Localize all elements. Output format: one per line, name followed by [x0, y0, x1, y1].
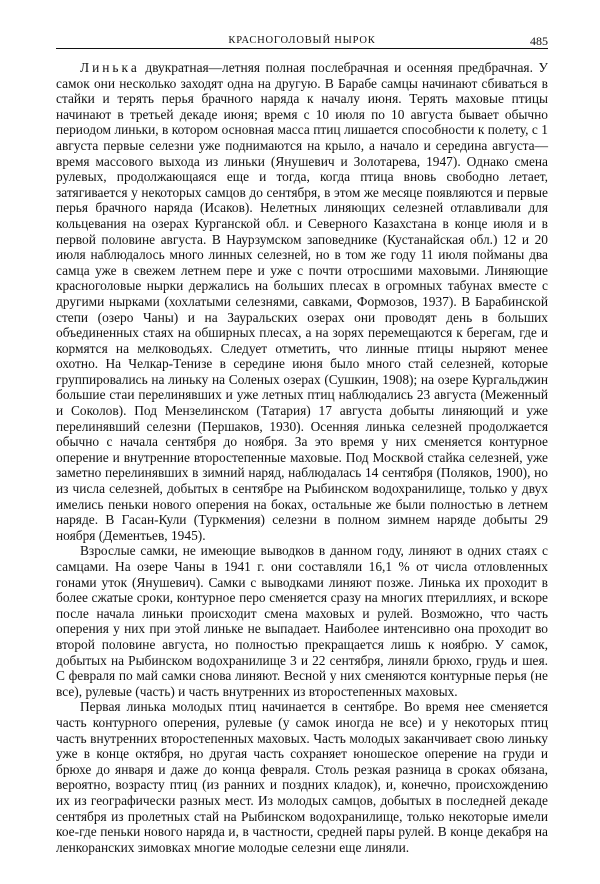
paragraph	[56, 543, 548, 699]
page-number: 485	[530, 34, 548, 48]
body-text	[56, 60, 548, 855]
paragraph-lead: Линька	[80, 60, 140, 75]
paragraph	[56, 699, 548, 855]
running-title: КРАСНОГОЛОВЫЙ НЫРОК	[228, 35, 376, 46]
paragraph-text: Первая линька молодых птиц начинается в сентябре. Во время нее сменяется часть контурного оперения, рулевые (у самок иногда не все) и у некоторых птиц часть внутренних второстепенных маховых. Часть молодых заканчивает свою линьку уже в конце октября, но другая часть сохраняет юношеское оперение на груди и брюхе до января и даже до конца февраля. Столь резкая разница в сроках обязана, вероятно, возрасту птиц (из ранних и поздних кладок), и, конечно, происхождению их из географически разных мест. Из молодых самцов, добытых в последней декаде сентября из пролетных стай на Рыбинском водохранилище, только некоторые имели кое-где пеньки нового наряда и, в частности, средней пары рулей. В конце декабря на ленкоранских зимовках многие молодые селезни еще линяли.	[56, 699, 548, 855]
book-page	[56, 32, 548, 855]
paragraph-text: Взрослые самки, не имеющие выводков в данном году, линяют в одних стаях с самцами. На озере Чаны в 1941 г. они составляли 16,1 % от числа отловленных гонами уток (Янушевич). Самки с выводками линяют позже. Линька их проходит в более сжатые сроки, контурное перо сменяется сразу на многих птериллиях, и вскоре после начала линьки происходит смена маховых и рулей. Возможно, что часть оперения у них при этой линьке не выпадает. Наиболее интенсивно она проходит во второй половине августа, но полностью прекращается лишь к ноябрю. У самок, добытых на Рыбинском водохранилище 3 и 22 сентября, линяли брюхо, грудь и шея. С февраля по май самки снова линяют. Весной у них сменяются контурные перья (не все), рулевые (часть) и часть внутренних из второстепенных маховых.	[56, 543, 548, 699]
running-header	[56, 32, 548, 49]
paragraph	[56, 60, 548, 543]
paragraph-text: двукратная—летняя полная послебрачная и осенняя предбрачная. У самок они несколько заходят одна на другую. В Барабе самцы начинают сбиваться в стайки и терять перья брачного наряда к началу июня. Терять маховые птицы начинают в третьей декаде июня; время с 10 июля по 10 августа бывает обычно периодом линьки, в котором основная масса птиц лишается способности к полету, с 1 августа первые селезни уже поднимаются на крыло, а начало и середина августа—время массового выхода из линьки (Янушевич и Золотарева, 1947). Однако смена рулевых, продолжающаяся еще и тогда, когда птица вновь свободно летает, затягивается у некоторых самцов до сентября, в этом же месяце появляются и первые перья брачного наряда (Исаков). Нелетных линяющих селезней отлавливали для кольцевания на озерах Курганской обл. и Северного Казахстана в конце июля и в первой половине августа. В Наурзумском заповеднике (Кустанайская обл.) 12 и 20 июля наблюдалось много линных селезней, но в том же году 11 июля пойманы два самца уже в свежем летнем пере и уже с почти отросшими маховыми. Линяющие красноголовые нырки держались на больших плесах в огромных табунах вместе с другими нырками (хохлатыми селезнями, савками, Формозов, 1937). В Барабинской степи (озеро Чаны) и на Зауральских озерах они проводят день в больших объединенных стаях на обширных плесах, а на зорях перемещаются к берегам, где и кормятся на мелководьях. Следует отметить, что линные птицы ныряют менее охотно. На Челкар-Тенизе в середине июня было много стай селезней, которые группировались на линьку на Соленых озерах (Сушкин, 1908); на озере Кургальджин большие стаи перелинявших и уже летных птиц наблюдались 23 августа (Меженный и Соколов). Под Мензелинском (Татария) 17 августа добыты линяющий и уже перелинявший селезни (Першаков, 1930). Осенняя линька селезней продолжается обычно с начала сентября до ноября. За это время у них сменяется контурное оперение и внутренние второстепенные маховые. Под Москвой стайка селезней, уже заметно перелинявших в зимний наряд, наблюдалась 14 сентября (Поляков, 1900), но из числа селезней, добытых в сентябре на Рыбинском водохранилище, только у двух имелись пеньки нового оперения на боках, остальные же были полностью в летнем наряде. В Гасан-Кули (Туркмения) селезни в полном зимнем наряде добыты 29 ноября (Дементьев, 1945).	[56, 60, 548, 543]
